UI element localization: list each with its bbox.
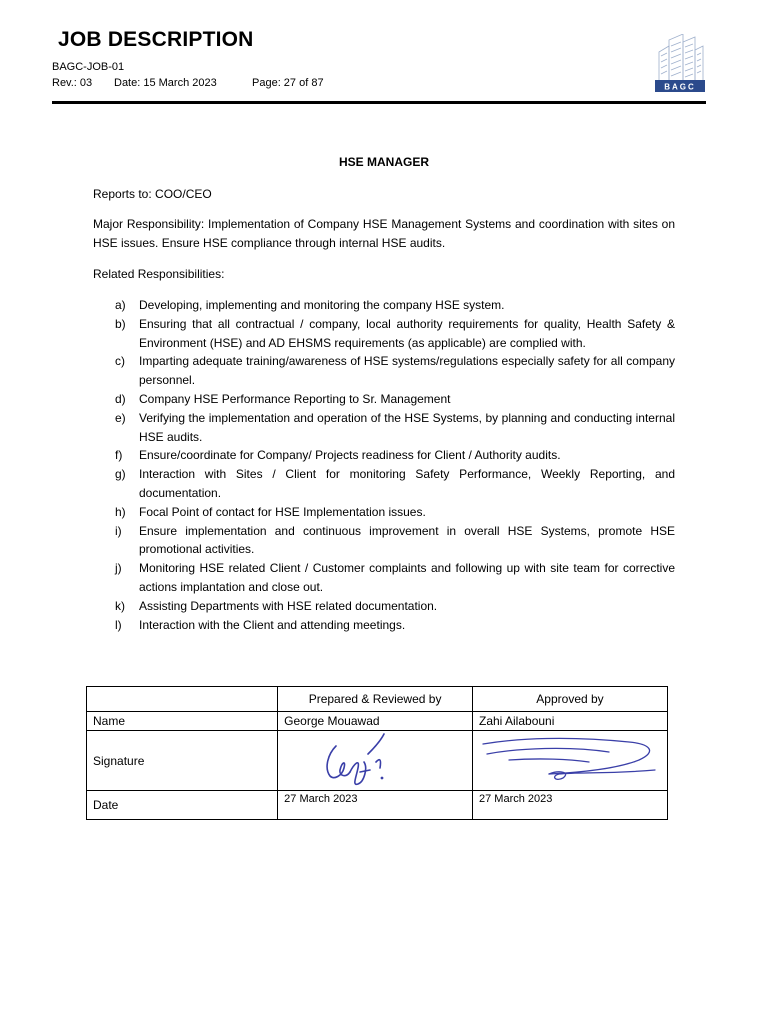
revision-number: Rev.: 03 bbox=[52, 77, 93, 89]
list-item-letter: c) bbox=[115, 354, 125, 369]
list-item bbox=[93, 446, 675, 465]
reports-to: Reports to: COO/CEO bbox=[93, 187, 212, 201]
list-item bbox=[93, 597, 675, 616]
list-item-letter: j) bbox=[115, 561, 122, 576]
list-item-letter: a) bbox=[115, 298, 126, 312]
table-header-row bbox=[87, 687, 668, 712]
list-item-letter: l) bbox=[115, 617, 122, 632]
list-item-letter: g) bbox=[115, 467, 126, 482]
list-item bbox=[93, 522, 675, 560]
list-item-letter: b) bbox=[115, 316, 126, 331]
prepared-signature bbox=[278, 731, 473, 791]
document-title: JOB DESCRIPTION bbox=[58, 28, 254, 51]
table-corner-cell bbox=[87, 687, 278, 712]
list-item-text: Ensuring that all contractual / company, local authority requirements for quality, Health Safety & Environment (HSE) and AD EHSMS requirements (as applicable) are complied with. bbox=[139, 316, 675, 350]
list-item-text: Monitoring HSE related Client / Customer complaints and following up with site team for corrective actions implantation and close out. bbox=[139, 561, 675, 594]
list-item bbox=[93, 390, 675, 409]
approved-date: 27 March 2023 bbox=[473, 791, 668, 820]
approved-name: Zahi Ailabouni bbox=[473, 712, 668, 731]
revision-line bbox=[52, 77, 324, 89]
logo-text: BAGC bbox=[664, 82, 696, 92]
list-item-text: Verifying the implementation and operation of the HSE Systems, by planning and conducting internal HSE audits. bbox=[139, 410, 675, 444]
table-row bbox=[87, 791, 668, 820]
list-item bbox=[93, 503, 675, 522]
approved-signature bbox=[473, 731, 668, 791]
list-item-text: Ensure/coordinate for Company/ Projects readiness for Client / Authority audits. bbox=[139, 448, 561, 463]
list-item-text: Interaction with Sites / Client for monitoring Safety Performance, Weekly Reporting, and documentation. bbox=[139, 467, 675, 500]
table-row bbox=[87, 731, 668, 791]
list-item-letter: k) bbox=[115, 598, 125, 613]
prepared-header: Prepared & Reviewed by bbox=[278, 687, 473, 712]
name-label: Name bbox=[87, 712, 278, 731]
document-code: BAGC-JOB-01 bbox=[52, 61, 125, 73]
prepared-name: George Mouawad bbox=[278, 712, 473, 731]
list-item bbox=[93, 296, 675, 315]
date-label: Date bbox=[87, 791, 278, 820]
list-item bbox=[93, 616, 675, 635]
prepared-signature-image bbox=[284, 732, 454, 790]
list-item-letter: f) bbox=[115, 448, 123, 463]
list-item-letter: d) bbox=[115, 391, 126, 406]
prepared-date: 27 March 2023 bbox=[278, 791, 473, 820]
revision-date: Date: 15 March 2023 bbox=[114, 77, 217, 89]
list-item bbox=[93, 315, 675, 353]
list-item bbox=[93, 465, 675, 503]
section-title: HSE MANAGER bbox=[338, 155, 429, 169]
list-item-text: Interaction with the Client and attending meetings. bbox=[139, 617, 406, 632]
related-responsibilities-heading: Related Responsibilities: bbox=[93, 267, 225, 281]
header-divider bbox=[52, 101, 706, 104]
page-number: Page: 27 of 87 bbox=[252, 77, 324, 89]
list-item-letter: e) bbox=[115, 410, 126, 425]
list-item-text: Focal Point of contact for HSE Implementation issues. bbox=[139, 504, 426, 519]
signature-label: Signature bbox=[87, 731, 278, 791]
list-item-text: Ensure implementation and continuous improvement in overall HSE Systems, promote HSE promotional activities. bbox=[139, 523, 675, 557]
list-item-text: Company HSE Performance Reporting to Sr. Management bbox=[139, 391, 451, 406]
approval-table bbox=[86, 686, 668, 820]
list-item bbox=[93, 352, 675, 390]
list-item-letter: i) bbox=[115, 523, 122, 538]
list-item-text: Imparting adequate training/awareness of HSE systems/regulations especially safety for all company personnel. bbox=[139, 354, 675, 388]
approved-header: Approved by bbox=[473, 687, 668, 712]
list-item-letter: h) bbox=[115, 504, 126, 519]
list-item-text: Developing, implementing and monitoring the company HSE system. bbox=[139, 298, 505, 312]
list-item bbox=[93, 559, 675, 597]
list-item-text: Assisting Departments with HSE related documentation. bbox=[139, 598, 438, 613]
company-logo bbox=[653, 34, 707, 94]
list-item bbox=[93, 409, 675, 447]
table-row bbox=[87, 712, 668, 731]
approved-signature-image bbox=[479, 732, 661, 790]
major-responsibility: Major Responsibility: Implementation of Company HSE Management Systems and coordination with sites on HSE issues. Ensure HSE compliance through internal HSE audits. bbox=[93, 217, 675, 250]
responsibilities-list bbox=[93, 296, 675, 634]
